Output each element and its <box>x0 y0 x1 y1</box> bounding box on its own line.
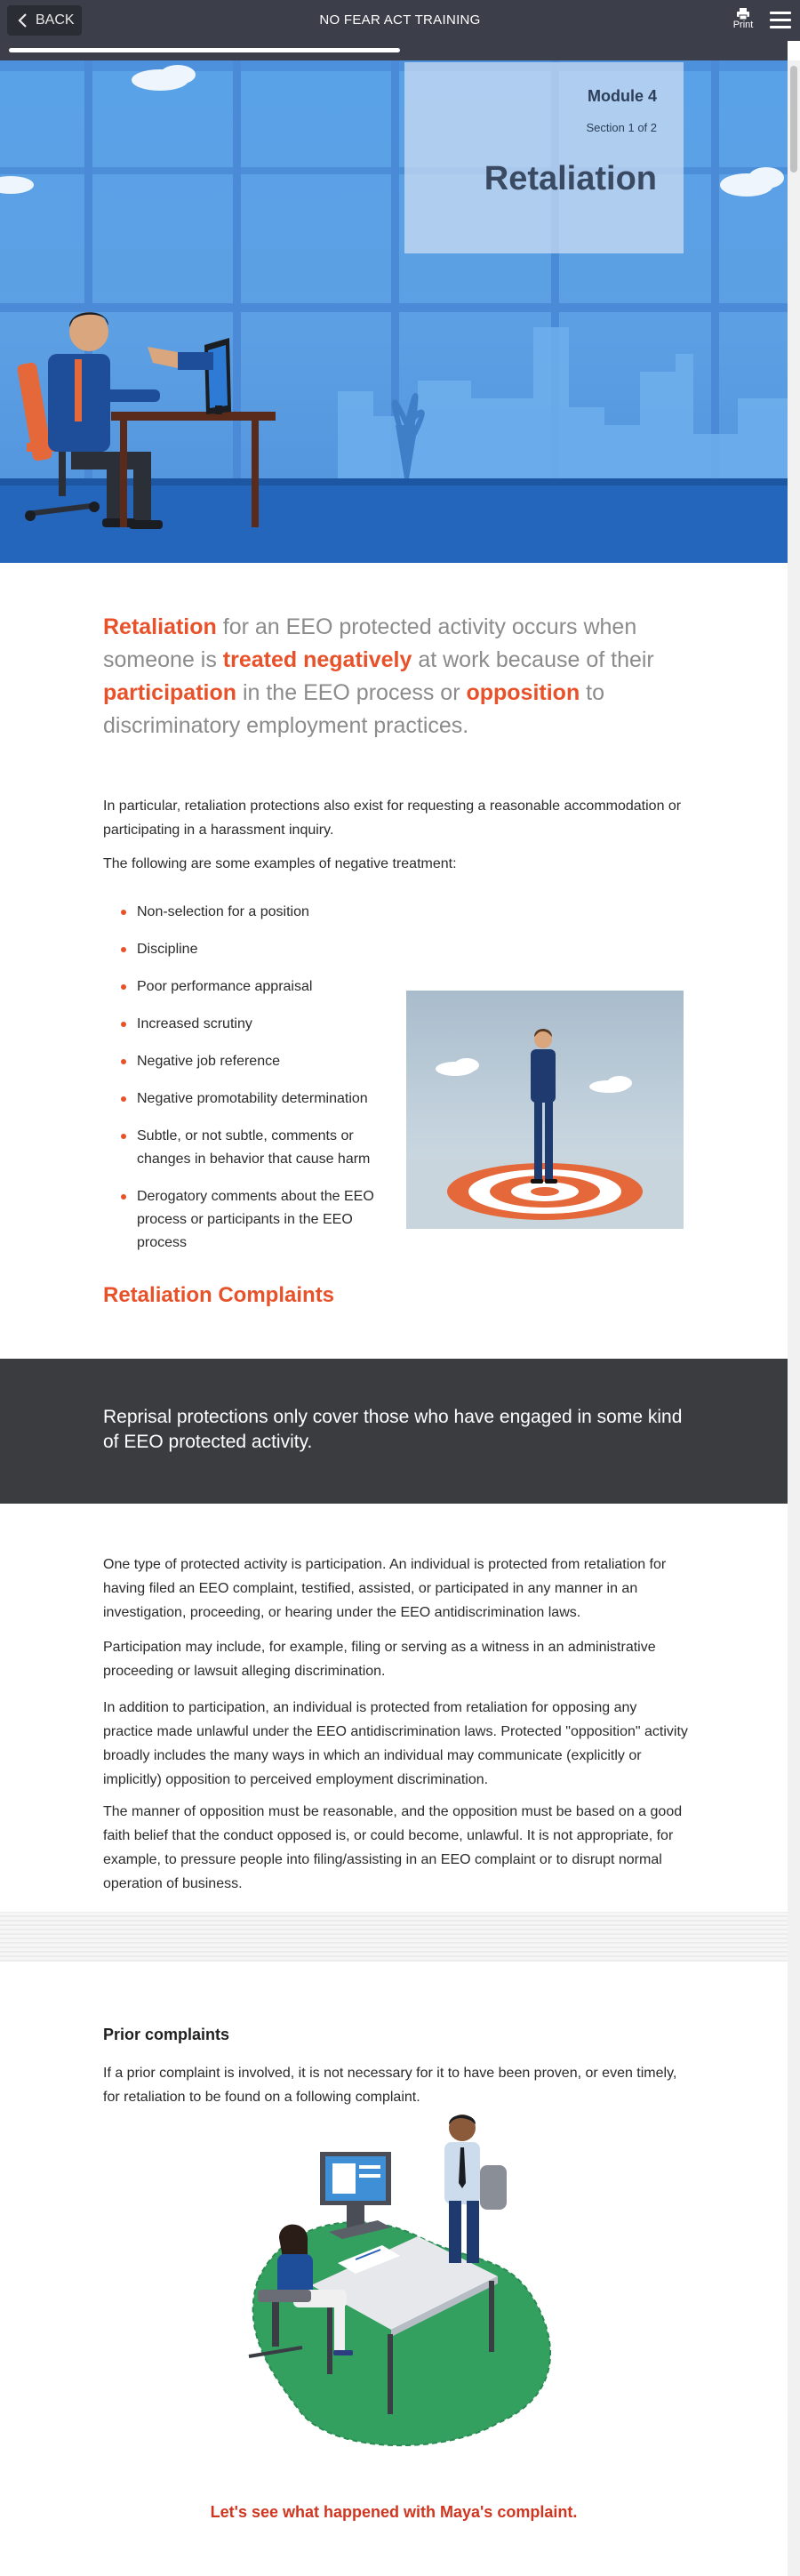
prior-complaints-heading: Prior complaints <box>103 2026 230 2043</box>
app-title: NO FEAR ACT TRAINING <box>319 12 481 28</box>
body-paragraph: In particular, retaliation protections also exist for requesting a reasonable accommodation or participating in a harassment inquiry. <box>103 798 682 838</box>
body-paragraph: One type of protected activity is participation. An individual is protected from retaliation for having filed an EEO complaint, testified, assisted, or participated in any manner in an investigation, proceeding, or hearing under the EEO antidiscrimination laws. <box>103 1557 667 1620</box>
list-item: Negative job reference <box>121 1050 388 1073</box>
scrollbar-thumb[interactable] <box>790 66 797 173</box>
top-bar <box>0 0 800 41</box>
meeting-illustration <box>222 2112 569 2459</box>
intro-text: in the EEO process or <box>236 680 467 705</box>
body-paragraph: In addition to participation, an individual is protected from retaliation for opposing any practice made unlawful under the EEO antidiscrimination laws. Protected "opposition" activity broadly includes the many ways in which an individual may communicate (explicitly or implicitly) opposition to perceived employment discrimination. <box>103 1700 688 1787</box>
hamburger-menu-icon[interactable] <box>770 12 791 29</box>
printer-icon <box>737 8 749 20</box>
intro-text: for an EEO protected activity occurs when someone is <box>103 614 637 672</box>
intro-text: to discriminatory employment practices. <box>103 680 605 738</box>
hero-banner <box>0 60 788 563</box>
progress-bar <box>9 48 400 52</box>
intro-keyword: participation <box>103 680 237 705</box>
body-paragraph: Participation may include, for example, filing or serving as a witness in an administrative proceeding or lawsuit alleging discrimination. <box>103 1640 656 1679</box>
list-item: Non-selection for a position <box>121 901 388 924</box>
intro-keyword: treated negatively <box>222 647 412 672</box>
list-item: Negative promotability determination <box>121 1087 388 1111</box>
list-item: Derogatory comments about the EEO process or participants in the EEO process <box>121 1185 388 1255</box>
list-item: Increased scrutiny <box>121 1013 388 1036</box>
print-label: Print <box>732 20 754 30</box>
back-label: BACK <box>36 12 75 28</box>
print-button[interactable] <box>729 7 757 36</box>
body-paragraph: The following are some examples of negative treatment: <box>103 856 457 871</box>
hero-title-card <box>404 62 684 253</box>
callout-text: Reprisal protections only cover those who have engaged in some kind of EEO protected activity. <box>103 1407 683 1452</box>
section-label: Section 1 of 2 <box>586 121 657 134</box>
intro-keyword: opposition <box>466 680 580 705</box>
target-man-illustration <box>406 991 684 1229</box>
list-item: Subtle, or not subtle, comments or changes in behavior that cause harm <box>121 1125 388 1171</box>
negative-treatment-list <box>121 901 388 1269</box>
module-label: Module 4 <box>587 87 657 105</box>
section-divider <box>0 1912 788 1962</box>
list-item: Poor performance appraisal <box>121 975 388 999</box>
page-title: Retaliation <box>484 160 657 197</box>
intro-statement <box>103 611 690 742</box>
intro-text: at work because of their <box>412 647 654 672</box>
progress-track <box>0 41 788 60</box>
body-paragraph: The manner of opposition must be reasonable, and the opposition must be based on a good faith belief that the conduct opposed is, or could become, unlawful. It is not appropriate, for example, to pressure people into filing/assisting in an EEO complaint or to disrupt normal operation of business. <box>103 1804 683 1891</box>
scrollbar[interactable] <box>788 60 800 2576</box>
list-item: Discipline <box>121 938 388 961</box>
body-paragraph: If a prior complaint is involved, it is not necessary for it to have been proven, or even timely, for retaliation to be found on a following complaint. <box>103 2066 677 2105</box>
section-heading: Retaliation Complaints <box>103 1283 335 1307</box>
callout-banner <box>0 1359 788 1504</box>
continue-link[interactable]: Let's see what happened with Maya's complaint. <box>210 2503 578 2521</box>
intro-keyword: Retaliation <box>103 614 217 639</box>
